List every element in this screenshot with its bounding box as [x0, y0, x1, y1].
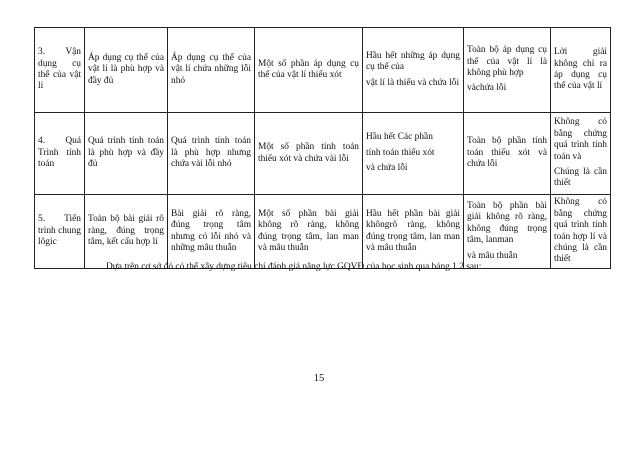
- level-cell: Áp dụng cụ thể của vật lí chứa những lỗi nhỏ: [168, 28, 255, 113]
- level-cell: Hầu hết những áp dụng cụ thể của vật lí là thiếu và chứa lỗi: [363, 28, 464, 113]
- level-cell: Một số phần tính toán thiếu xót và chứa vài lỗi: [255, 113, 363, 195]
- table-row: [35, 195, 611, 269]
- level-cell: Không có bằng chứng quá trình tính toán và Chúng là cần thiết: [551, 113, 611, 195]
- level-cell: Không có bằng chứng quá trình tính toán hợp lí và chúng là cần thiết: [551, 195, 611, 269]
- level-cell: Hầu hết Các phần tính toán thiếu xót và chứa lỗi: [363, 113, 464, 195]
- assessment-rubric-table: [34, 27, 611, 269]
- level-cell: Bài giải rõ ràng, đúng trọng tâm nhưng có lỗi nhỏ và những mâu thuẫn: [168, 195, 255, 269]
- table-row: [35, 28, 611, 113]
- page-number: 15: [313, 373, 325, 384]
- criterion-cell: 4. Quá Trình tính toán: [35, 113, 85, 195]
- criterion-cell: 5. Tiến trình chung lôgic: [35, 195, 85, 269]
- criterion-cell: 3. Vận dụng cụ thể của vật lí: [35, 28, 85, 113]
- level-cell: Toàn bộ bài giải rõ ràng, đúng trọng tâm, kết cấu hợp lí: [85, 195, 168, 269]
- level-cell: Một số phần áp dụng cụ thể của vật lí thiếu xót: [255, 28, 363, 113]
- level-cell: Hầu hết phần bài giải khôngrõ ràng, không đúng trọng tâm, lan man và mâu thuẫn: [363, 195, 464, 269]
- level-cell: Toàn bộ áp dụng cụ thể của vật lí là không phù hợp vàchứa lỗi: [464, 28, 551, 113]
- table-row: [35, 113, 611, 195]
- body-text: Dựa trên cơ sở đó có thể xây dựng tiêu chí đánh giá năng lực GQVĐ của học sinh qua bảng 1.2 sau:: [106, 262, 482, 272]
- level-cell: Áp dụng cụ thể của vật lí là phù hợp và đầy đủ: [85, 28, 168, 113]
- level-cell: Một số phần bài giải không rõ ràng, không đúng trọng tâm, lan man và mâu thuẫn: [255, 195, 363, 269]
- level-cell: Toàn bộ phần tính toán thiếu xót và chứa lỗi: [464, 113, 551, 195]
- level-cell: Lời giải không chỉ ra áp dụng cụ thể của vật lí: [551, 28, 611, 113]
- level-cell: Toàn bộ phần bài giải không rõ ràng, không đúng trọng tâm, lanman và mâu thuẫn: [464, 195, 551, 269]
- level-cell: Quá trình tính toán là phù hợp nhưng chứa vài lỗi nhỏ: [168, 113, 255, 195]
- level-cell: Quá trình tính toán là phù hợp và đầy đủ: [85, 113, 168, 195]
